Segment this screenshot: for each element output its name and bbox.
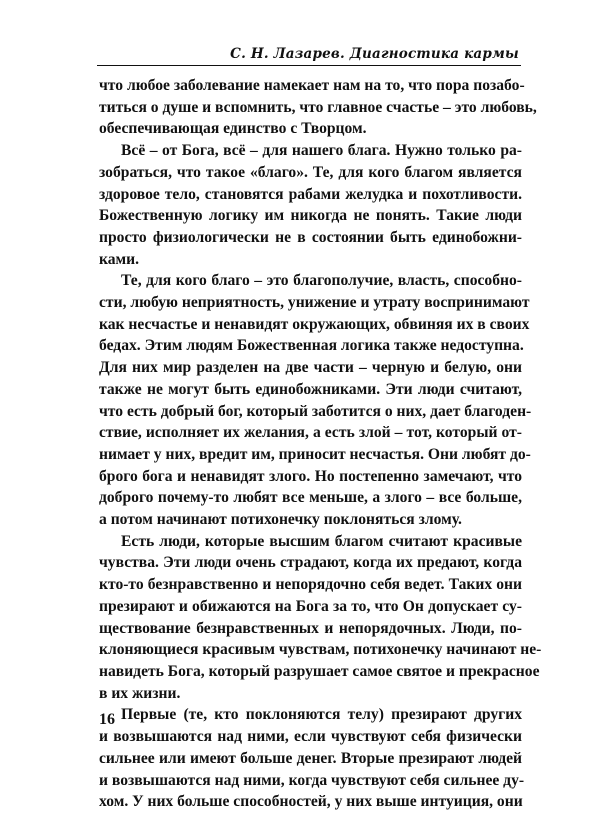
text-line: брого бога и ненавидят злого. Но постепенно замечают, что [99,467,522,485]
text-line: навидеть Бога, который разрушает самое святое и прекрасное [99,662,540,680]
header-rule [97,65,521,66]
text-line: Первые (те, кто поклоняются телу) презирают других [121,706,522,724]
text-line: что есть добрый бог, который заботится о них, дает благоден- [99,402,532,420]
text-line: хом. У них больше способностей, у них выше интуиция, они [99,793,523,811]
text-line: нимает у них, вредит им, приносит несчастья. Они любят до- [99,445,531,463]
running-header: С. Н. Лазарев. Диагностика кармы [230,46,519,62]
text-line: а потом начинают потихонечку поклоняться злому. [99,511,462,529]
text-line: ствие, исполняет их желания, а есть злой – тот, который от- [99,424,522,442]
text-line: сти, любую неприятность, унижение и утрату воспринимают [99,294,530,312]
text-line: презирают и обижаются на Бога за то, что Он допускает су- [99,597,522,615]
text-line: Для них мир разделен на две части – черную и белую, они [99,359,522,377]
text-line: титься о душе и вспомнить, что главное счастье – это любовь, [99,98,537,116]
text-line: ками. [99,250,140,268]
text-line: и возвышаются над ними, если чувствуют себя физически [99,728,522,746]
text-line: бедах. Этим людям Божественная логика также недоступна. [99,337,524,355]
body-text [99,75,542,813]
text-line: также не могут быть единобожниками. Эти люди считают, [99,380,522,398]
text-line: зобраться, что такое «благо». Те, для кого благом является [99,163,522,181]
text-line: и возвышаются над ними, когда чувствуют себя сильнее ду- [99,771,525,789]
text-line: обеспечивающая единство с Творцом. [99,120,367,138]
text-line: как несчастье и ненавидят окружающих, обвиняя их в своих [99,315,530,333]
text-line: доброго почему-то любят все меньше, а злого – все больше, [99,489,522,507]
text-line: Божественную логику им никогда не понять. Такие люди [99,207,522,225]
text-line: в их жизни. [99,684,181,702]
text-line: Всё – от Бога, всё – для нашего блага. Нужно только ра- [121,142,522,160]
text-line: просто физиологически не в состоянии быть единобожни- [99,228,522,246]
text-line: что любое заболевание намекает нам на то, что пора позабо- [99,77,525,94]
text-line: клоняющиеся красивым чувствам, потихонечку начинают не- [99,641,542,659]
text-line: кто-то безнравственно и непорядочно себя ведет. Таких они [99,576,522,594]
text-line: здоровое тело, становятся рабами желудка и похотливости. [99,185,522,203]
text-line: Есть люди, которые высшим благом считают красивые [121,532,522,550]
page-number: 16 [99,711,115,728]
text-line: чувства. Эти люди очень страдают, когда их предают, когда [99,554,522,572]
text-line: ществование безнравственных и непорядочных. Люди, по- [99,619,522,637]
text-line: Те, для кого благо – это благополучие, власть, способно- [121,272,522,290]
text-line: сильнее или имеют больше денег. Вторые презирают людей [99,749,522,767]
